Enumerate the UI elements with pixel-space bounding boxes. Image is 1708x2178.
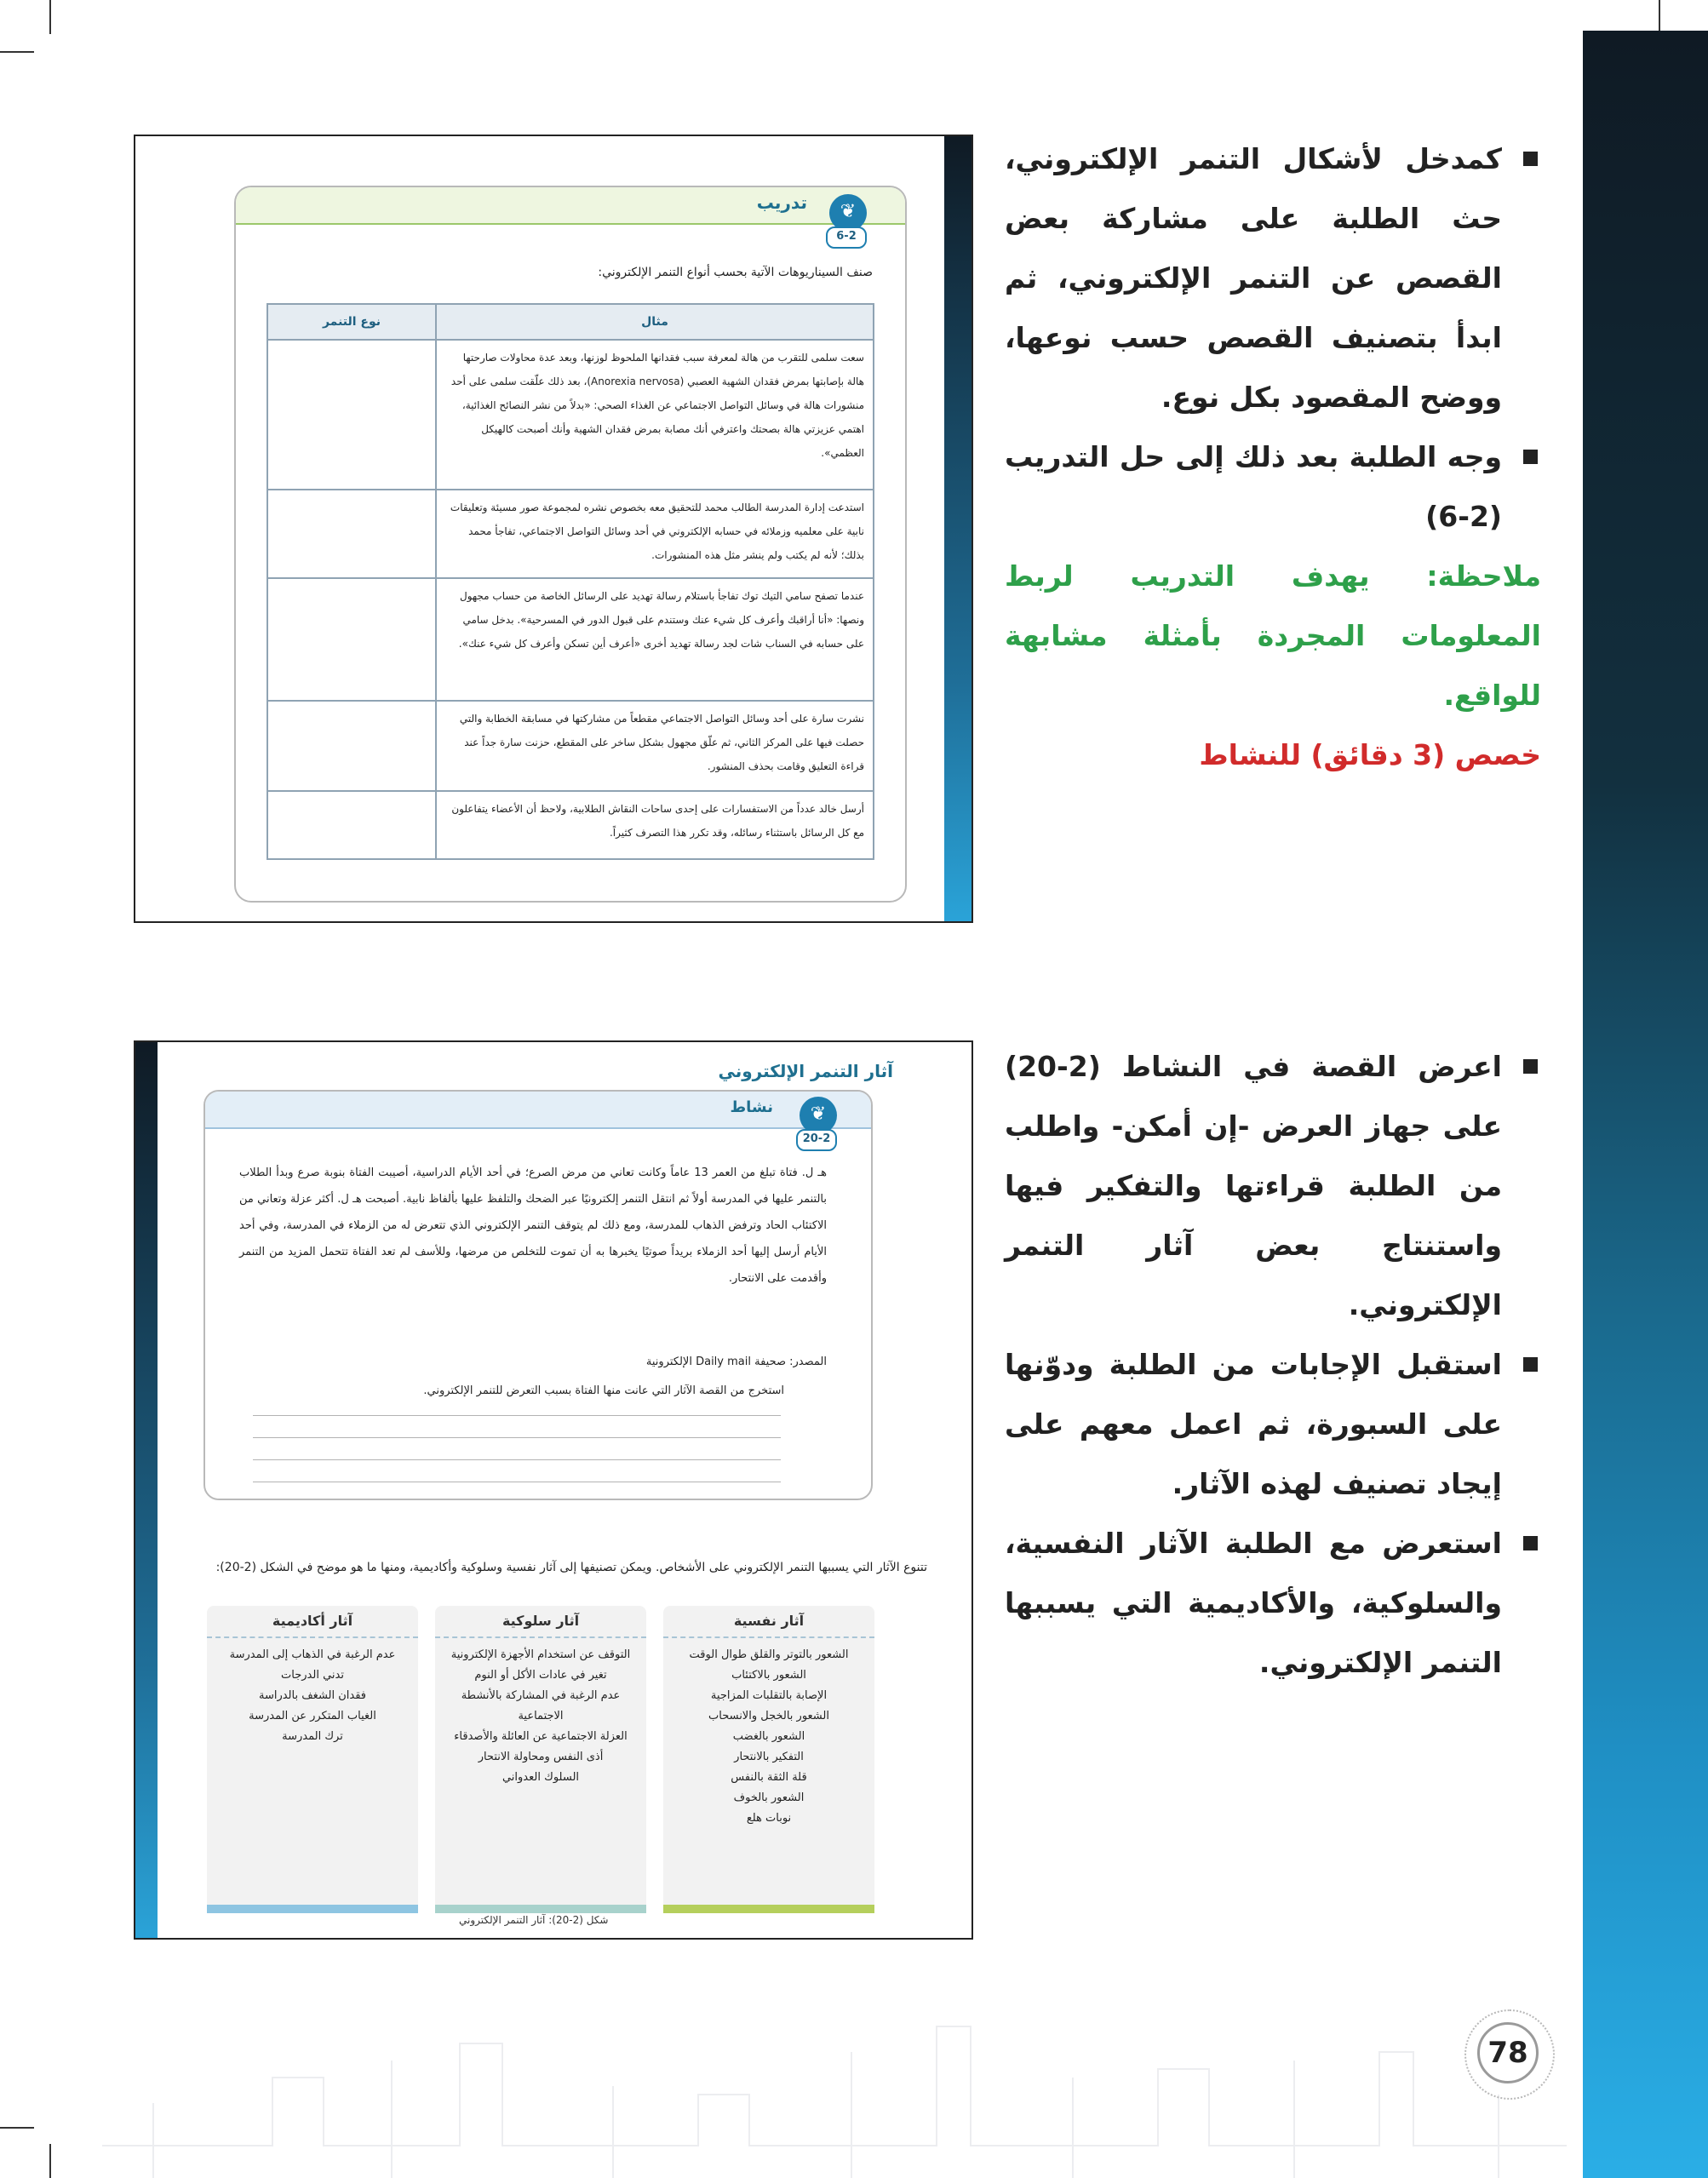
activity-badge: [800, 1097, 837, 1148]
note-bullet: اعرض القصة في النشاط (2-20) على جهاز العرض -إن أمكن- واطلب من الطلبة قراءتها والتفكير فيها واستنتاج بعض آثار التنمر الإلكتروني.: [1005, 1037, 1541, 1335]
activity-icon: ❦: [800, 1097, 837, 1134]
column-accent-bar: [435, 1905, 646, 1913]
table-row: [267, 578, 874, 701]
training-icon: ❦: [829, 194, 867, 232]
sidebar-band: [1583, 31, 1708, 2178]
table-header-type: نوع التنمر: [267, 304, 436, 340]
teacher-notes-top: [1005, 129, 1541, 785]
list-item: الشعور بالاكتئاب: [731, 1669, 806, 1682]
list-item: الشعور بالغضب: [732, 1730, 805, 1743]
list-item: الشعور بالتوتر والقلق طوال الوقت: [689, 1648, 849, 1661]
activity-header: [205, 1092, 871, 1129]
list-item: عدم الرغبة في الذهاب إلى المدرسة: [229, 1648, 396, 1661]
list-item: التفكير بالانتحار: [734, 1751, 804, 1763]
column-title: آثار نفسية: [663, 1606, 874, 1636]
list-item: تغير في عادات الأكل أو النوم: [474, 1669, 607, 1682]
background-pattern: [102, 1975, 1567, 2178]
training-page-frame: [134, 135, 973, 923]
table-header-example: مثال: [436, 304, 874, 340]
note-time: خصص (3 دقائق) للنشاط: [1199, 738, 1541, 771]
list-item: العزلة الاجتماعية عن العائلة والأصدقاء: [454, 1730, 628, 1743]
crop-mark: [0, 2127, 34, 2129]
note-bullet: استقبل الإجابات من الطلبة ودوّنها على السبورة، ثم اعمل معهم على إيجاد تصنيف لهذه الآثار.: [1005, 1335, 1541, 1514]
table-cell-example: نشرت سارة على أحد وسائل التواصل الاجتماعي مقطعاً من مشاركتها في مسابقة الخطابة والتي حصلت فيها على المركز الثاني، ثم علّق مجهول بشكل ساخر على المقطع، حزنت سارة جداً عند قراءة التعليق وقامت بحذف المنشور.: [436, 701, 874, 791]
training-card: [234, 186, 907, 903]
column-title: آثار أكاديمية: [207, 1606, 418, 1636]
list-item: قلة الثقة بالنفس: [731, 1771, 807, 1784]
column-accent-bar: [663, 1905, 874, 1913]
page-number: 78: [1477, 2022, 1539, 2083]
table-row: [267, 340, 874, 490]
activity-title: نشاط: [730, 1098, 773, 1116]
training-title: تدريب: [756, 192, 807, 213]
table-cell-example: استدعت إدارة المدرسة الطالب محمد للتحقيق معه بخصوص نشره لمجموعة صور مسيئة وتعليقات نابية على معلميه وزملائه في حسابه الإلكتروني في أحد وسائل التواصل الاجتماعي، تفاجأ محمد بذلك؛ لأنه لم يكتب ولم ينشر مثل هذه المنشورات.: [436, 490, 874, 578]
table-row: [267, 701, 874, 791]
crop-mark: [1659, 0, 1660, 34]
activity-question: استخرج من القصة الآثار التي عانت منها الفتاة بسبب التعرض للتنمر الإلكتروني.: [423, 1384, 784, 1397]
effects-column-psychological: [663, 1613, 874, 1905]
training-card-header: [236, 187, 905, 225]
effects-page-frame: [134, 1040, 973, 1940]
effects-paragraph: تتنوع الآثار التي يسببها التنمر الإلكتروني على الأشخاص. ويمكن تصنيفها إلى آثار نفسية وسلوكية وأكاديمية، ومنها ما هو موضح في الشكل (2-20):: [215, 1561, 927, 1574]
note-bullet: وجه الطلبة بعد ذلك إلى حل التدريب (2-6): [1005, 427, 1541, 547]
table-row: [267, 490, 874, 578]
table-cell-example: عندما تصفح سامي التيك توك تفاجأ باستلام رسالة تهديد على الرسائل الخاصة من حساب مجهول ونصها: «أنا أراقبك وأعرف كل شيء عنك وستندم على قبول الدور في المسرحية». بدخل سامي على حسابه في السناب شات لجد رسالة تهديد أخرى «أعرف أين تسكن وأعرف كل شيء عنك».: [436, 578, 874, 701]
note-bullet: كمدخل لأشكال التنمر الإلكتروني، حث الطلبة على مشاركة بعض القصص عن التنمر الإلكتروني، ثم ابدأ بتصنيف القصص حسب نوعها، ووضح المقصود بكل نوع.: [1005, 129, 1541, 427]
training-code: 6-2: [826, 226, 867, 249]
crop-mark: [49, 0, 51, 34]
list-item: التوقف عن استخدام الأجهزة الإلكترونية: [450, 1648, 631, 1661]
table-cell-type[interactable]: [267, 578, 436, 701]
teacher-notes-bottom: [1005, 1037, 1541, 1693]
crop-mark: [0, 51, 34, 53]
training-table: [267, 303, 874, 860]
list-item: الإصابة بالتقلبات المزاجية: [710, 1689, 828, 1702]
page-edge-band: [944, 136, 971, 921]
column-title: آثار سلوكية: [435, 1606, 646, 1636]
list-item: فقدان الشغف بالدراسة: [258, 1689, 367, 1702]
effects-column-behavioral: [435, 1613, 646, 1905]
answer-line[interactable]: [253, 1415, 781, 1416]
list-item: الشعور بالخوف: [733, 1791, 805, 1804]
answer-line[interactable]: [253, 1437, 781, 1438]
list-item: الشعور بالخجل والانسحاب: [708, 1710, 829, 1722]
training-badge: [829, 194, 867, 245]
list-item: تدني الدرجات: [281, 1669, 344, 1682]
table-cell-type[interactable]: [267, 490, 436, 578]
table-cell-type[interactable]: [267, 791, 436, 859]
table-cell-type[interactable]: [267, 701, 436, 791]
list-item: السلوك العدواني: [502, 1771, 580, 1784]
list-item: الغياب المتكرر عن المدرسة: [249, 1710, 376, 1722]
table-cell-type[interactable]: [267, 340, 436, 490]
activity-code: 20-2: [796, 1129, 837, 1151]
list-item: نوبات هلع: [746, 1812, 792, 1825]
section-title: آثار التنمر الإلكتروني: [718, 1061, 893, 1081]
column-accent-bar: [207, 1905, 418, 1913]
note-remark: ملاحظة: يهدف التدريب لربط المعلومات المجردة بأمثلة مشابهة للواقع.: [1005, 559, 1541, 712]
activity-story: هـ ل. فتاة تبلغ من العمر 13 عاماً وكانت تعاني من مرض الصرع؛ في أحد الأيام الدراسية، أصيبت الفتاة بنوبة صرع وبدأ الطلاب بالتنمر عليها في المدرسة أولاً ثم انتقل التنمر إلكترونيًا عبر الضحك والتلفظ عليها بألفاظ نابية. أصبحت هـ ل. أكثر عزلة وتعاني من الاكتئاب الحاد وترفض الذهاب للمدرسة، ومع ذلك لم يتوقف التنمر الإلكتروني الذي تتعرض له من الزملاء في المدرسة، وفي أحد الأيام أرسل إليها أحد الزملاء بريداً صوتيًا يخبرها به أن تموت للتخلص من مرضها، وللأسف لم تعد الفتاة تتحمل المزيد من التنمر وأقدمت على الانتحار.: [239, 1166, 827, 1285]
list-item: ترك المدرسة: [282, 1730, 343, 1743]
training-instruction: صنف السيناريوهات الآتية بحسب أنواع التنمر الإلكتروني:: [598, 266, 873, 279]
list-item: عدم الرغبة في المشاركة بالأنشطة الاجتماعية: [461, 1689, 621, 1722]
list-item: أذى النفس ومحاولة الانتحار: [478, 1751, 604, 1763]
note-bullet: استعرض مع الطلبة الآثار النفسية، والسلوكية، والأكاديمية التي يسببها التنمر الإلكتروني.: [1005, 1514, 1541, 1693]
table-cell-example: أرسل خالد عدداً من الاستفسارات على إحدى ساحات النقاش الطلابية، ولاحظ أن الأعضاء يتفاعلون مع كل الرسائل باستثناء رسائله، وقد تكرر هذا التصرف كثيراً.: [436, 791, 874, 859]
effects-column-academic: [207, 1613, 418, 1905]
table-cell-example: سعت سلمى للتقرب من هالة لمعرفة سبب فقدانها الملحوظ لوزنها، وبعد عدة محاولات صارحتها هالة بإصابتها بمرض فقدان الشهية العصبي (Anorexia nervosa)، بعد ذلك علّقت سلمى على أحد منشورات هالة في وسائل التواصل الاجتماعي عن الغذاء الصحي: «بدلاً من نشر النصائح الغذائية، اهتمي عزيزتي هالة بصحتك واعترفي أنك مصابة بمرض فقدان الشهية وأنك أصبحت كالهيكل العظمي».: [436, 340, 874, 490]
activity-card: [203, 1090, 873, 1500]
activity-source: المصدر: صحيفة Daily mail الإلكترونية: [645, 1356, 827, 1368]
crop-mark: [49, 2144, 51, 2178]
table-row: [267, 791, 874, 859]
figure-caption: شكل (2-20): آثار التنمر الإلكتروني: [459, 1914, 609, 1926]
answer-line[interactable]: [253, 1459, 781, 1460]
page-edge-band: [135, 1042, 158, 1938]
